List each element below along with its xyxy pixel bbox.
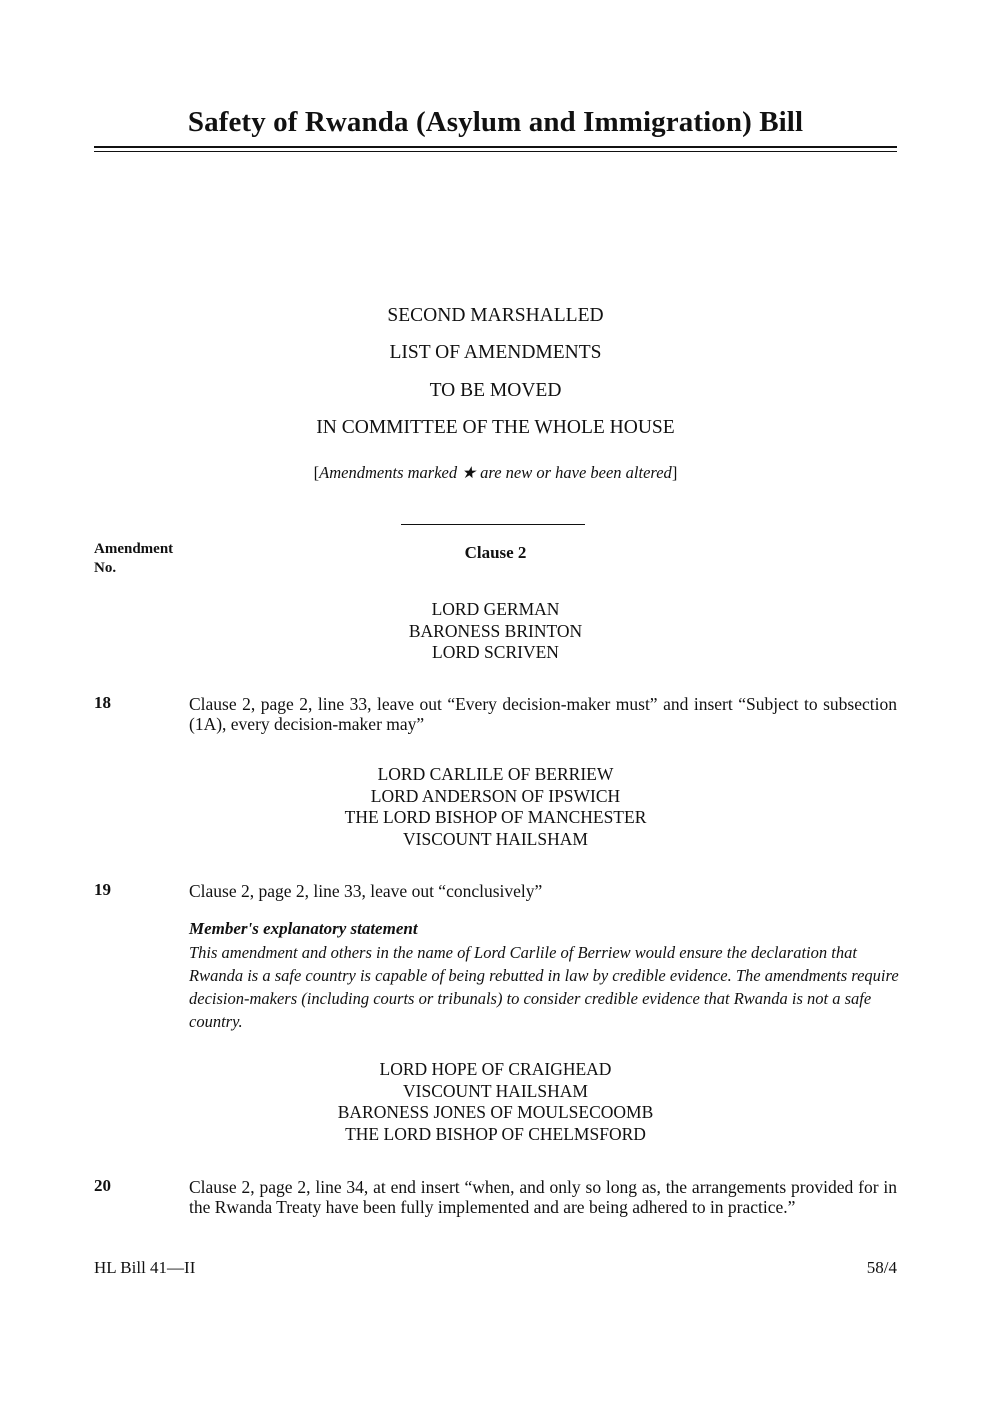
document-title: Safety of Rwanda (Asylum and Immigration) Bill	[187, 106, 804, 138]
sponsor-name: LORD SCRIVEN	[432, 642, 559, 662]
note-open-bracket: [	[313, 463, 320, 482]
sponsor-name: THE LORD BISHOP OF MANCHESTER	[344, 807, 647, 827]
sponsor-names-group-1	[94, 599, 897, 664]
explanatory-heading: Member's explanatory statement	[189, 919, 418, 938]
amendment-number: 18	[94, 693, 111, 712]
clause-heading: Clause 2	[464, 543, 527, 562]
sponsor-names-group-3	[94, 1059, 897, 1145]
section-divider	[401, 524, 585, 525]
sponsor-name: LORD HOPE OF CRAIGHEAD	[379, 1059, 612, 1079]
sponsor-name: LORD GERMAN	[431, 599, 560, 619]
sponsor-name: VISCOUNT HAILSHAM	[403, 828, 588, 849]
sponsor-name: LORD ANDERSON OF IPSWICH	[370, 785, 621, 806]
explanatory-statement: This amendment and others in the name of Lord Carlile of Berriew would ensure the declaration that Rwanda is a safe country is capable of being rebutted in law by credible evidence. The amendments require decision-makers (including courts or tribunals) to consider credible evidence that Rwanda is not a safe country.	[189, 943, 899, 1031]
amendment-text: Clause 2, page 2, line 34, at end insert “when, and only so long as, the arrangements provided for in the Rwanda Treaty have been fully implemented and are being adhered to in practice.”	[189, 1177, 897, 1217]
amendment-note	[94, 463, 897, 483]
sponsor-names-group-2	[94, 764, 897, 850]
page-reference: 58/4	[866, 1258, 897, 1277]
amendment-text: Clause 2, page 2, line 33, leave out “Every decision-maker must” and insert “Subject to subsection (1A), every decision-maker may”	[189, 694, 897, 734]
amendment-number: 20	[94, 1176, 111, 1195]
note-text: Amendments marked ★ are new or have been altered	[319, 463, 672, 482]
heading-line-2: LIST OF AMENDMENTS	[389, 342, 602, 363]
sponsor-name: LORD CARLILE OF BERRIEW	[377, 764, 614, 784]
heading-line-1: SECOND MARSHALLED	[387, 305, 604, 326]
sponsor-name: BARONESS JONES OF MOULSECOOMB	[337, 1102, 654, 1122]
amendment-label-line-2: No.	[94, 560, 117, 576]
sponsor-name: BARONESS BRINTON	[408, 620, 583, 641]
amendment-number: 19	[94, 880, 111, 899]
heading-line-3: TO BE MOVED	[429, 380, 562, 401]
heading-line-4: IN COMMITTEE OF THE WHOLE HOUSE	[316, 417, 675, 438]
title-rule-thin	[94, 151, 897, 152]
amendment-text: Clause 2, page 2, line 33, leave out “conclusively”	[189, 881, 543, 901]
note-close-bracket: ]	[671, 463, 678, 482]
amendment-label-line-1: Amendment	[94, 541, 174, 557]
bill-reference: HL Bill 41—II	[94, 1258, 196, 1277]
sponsor-name: VISCOUNT HAILSHAM	[403, 1080, 588, 1101]
sponsor-name: THE LORD BISHOP OF CHELMSFORD	[345, 1123, 646, 1144]
title-rule-thick	[94, 146, 897, 148]
